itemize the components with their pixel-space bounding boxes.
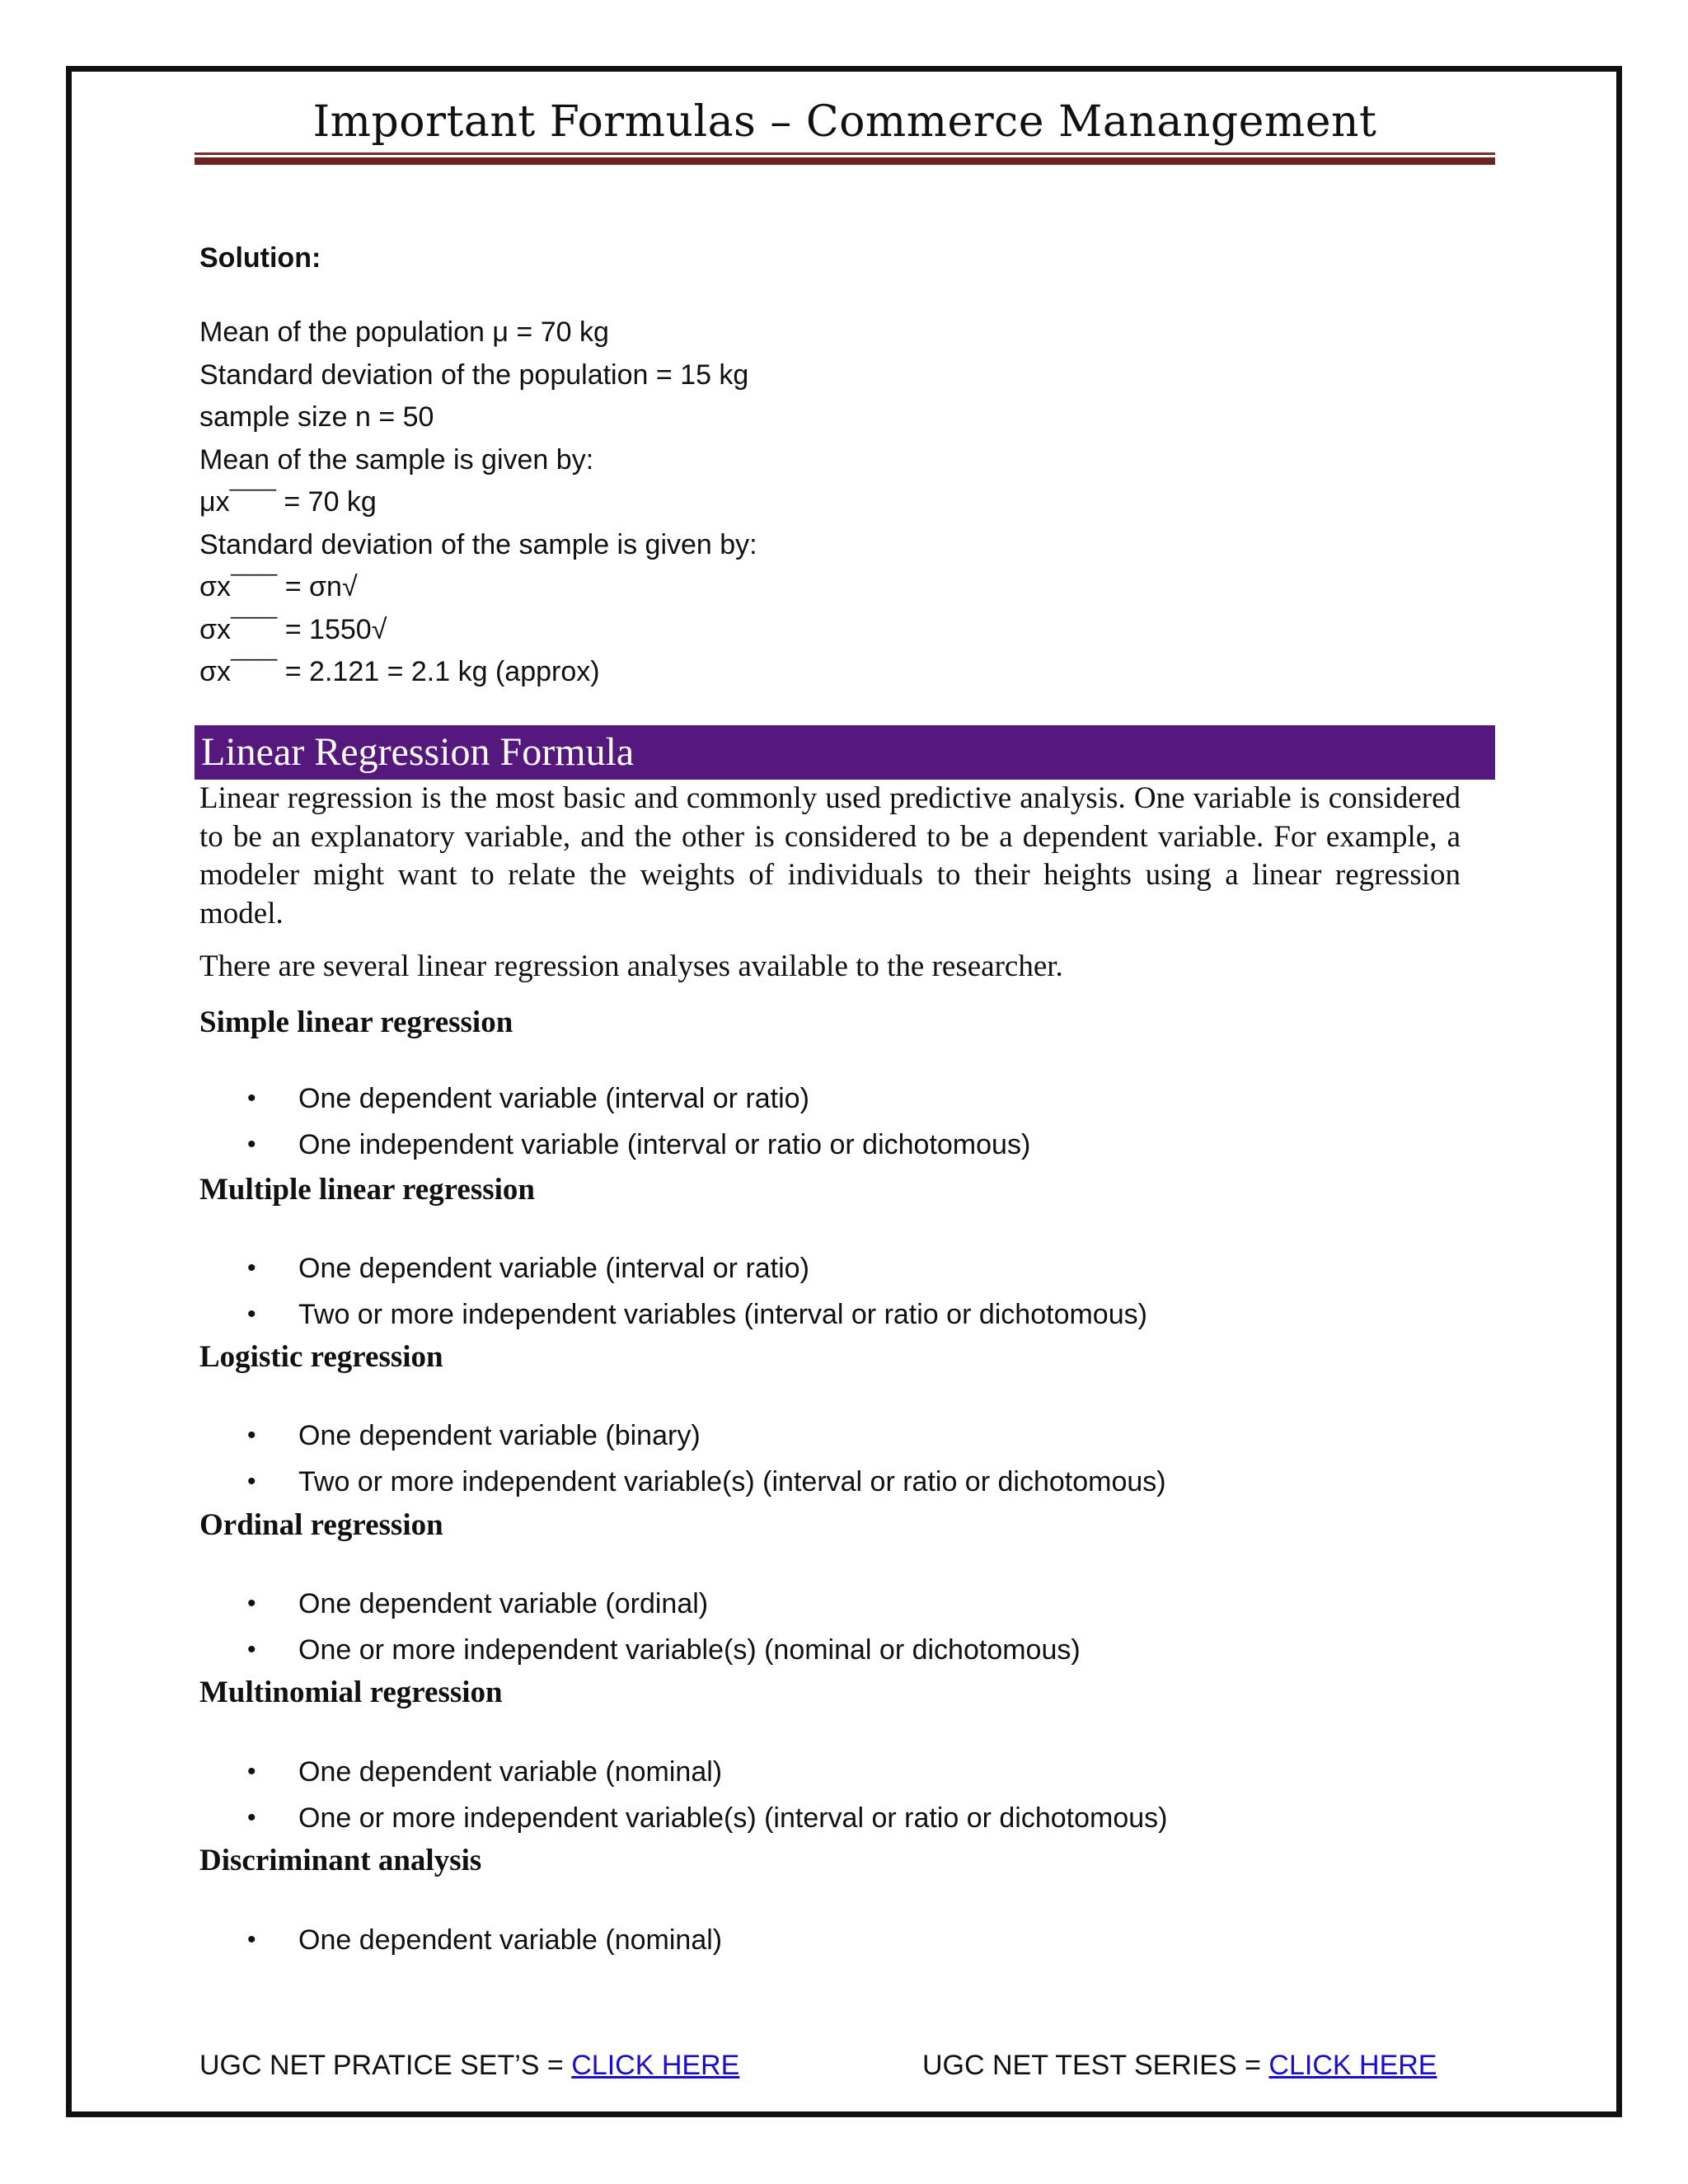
list-item (247, 1291, 1147, 1338)
footer-test-label: UGC NET TEST SERIES = (922, 2050, 1261, 2081)
calc-line: Mean of the sample is given by: (199, 443, 594, 476)
test-series-link[interactable]: CLICK HERE (1268, 2050, 1437, 2081)
bullet-list (247, 1749, 1168, 1841)
subheading-discriminant-analysis: Discriminant analysis (199, 1844, 482, 1877)
bullet-icon: • (247, 1926, 256, 1953)
calc-line: Standard deviation of the population = 15 kg (199, 359, 749, 391)
list-item-text: One dependent variable (ordinal) (298, 1588, 709, 1619)
footer-practice-label: UGC NET PRATICE SET’S = (199, 2050, 564, 2081)
list-item (247, 1917, 722, 1963)
bullet-list (247, 1076, 1030, 1168)
list-item-text: One dependent variable (nominal) (298, 1756, 723, 1788)
bullet-icon: • (247, 1590, 256, 1617)
bullet-icon: • (247, 1758, 256, 1785)
subheading-multinomial-regression: Multinomial regression (199, 1675, 503, 1709)
footer-practice-sets (199, 2050, 739, 2082)
bullet-icon: • (247, 1085, 256, 1112)
calc-line: μx¯¯¯ = 70 kg (199, 486, 377, 518)
list-item-text: One or more independent variable(s) (interval or ratio or dichotomous) (298, 1802, 1168, 1834)
section-heading: Linear Regression Formula (195, 725, 1495, 780)
list-item (247, 1459, 1166, 1505)
list-item (247, 1245, 1147, 1291)
calc-line: Standard deviation of the sample is given by: (199, 528, 757, 560)
list-item-text: One dependent variable (binary) (298, 1420, 701, 1451)
bullet-icon: • (247, 1301, 256, 1328)
calc-line: Mean of the population μ = 70 kg (199, 316, 609, 348)
subheading-simple-linear-regression: Simple linear regression (199, 1005, 513, 1039)
page-title: Important Formulas – Commerce Manangement (312, 97, 1377, 147)
header-rule (195, 152, 1495, 155)
calc-line: σx¯¯¯ = σn√ (199, 571, 358, 602)
calc-line: σx¯¯¯ = 1550√ (199, 613, 387, 645)
bullet-list (247, 1245, 1147, 1338)
bullet-icon: • (247, 1422, 256, 1449)
bullet-icon: • (247, 1131, 256, 1158)
list-item (247, 1749, 1168, 1795)
list-item-text: Two or more independent variable(s) (interval or ratio or dichotomous) (298, 1466, 1166, 1497)
solution-label: Solution: (199, 242, 321, 274)
bullet-list (247, 1581, 1081, 1673)
list-item (247, 1076, 1030, 1122)
header-rule-thick (195, 157, 1495, 165)
list-item-text: One or more independent variable(s) (nominal or dichotomous) (298, 1634, 1081, 1666)
solution-calculation (199, 312, 757, 694)
bullet-icon: • (247, 1468, 256, 1495)
list-item-text: One independent variable (interval or ratio or dichotomous) (298, 1129, 1031, 1160)
bullet-list (247, 1413, 1166, 1505)
list-item (247, 1795, 1168, 1841)
list-item-text: Two or more independent variables (interval or ratio or dichotomous) (298, 1299, 1147, 1330)
calc-line: sample size n = 50 (199, 401, 434, 433)
list-item (247, 1413, 1166, 1459)
subheading-multiple-linear-regression: Multiple linear regression (199, 1173, 535, 1207)
footer-test-series (922, 2050, 1437, 2082)
subheading-logistic-regression: Logistic regression (199, 1340, 443, 1374)
list-item-text: One dependent variable (interval or ratio) (298, 1083, 809, 1114)
bullet-list (247, 1917, 722, 1963)
list-item (247, 1627, 1081, 1673)
calc-line: σx¯¯¯ = 2.121 = 2.1 kg (approx) (199, 656, 600, 687)
section-intro: Linear regression is the most basic and commonly used predictive analysis. One variable is considered to be an explanatory variable, and the other is considered to be a dependent variable. For example, a modeler might want to relate the weights of individuals to their heights using a linear regression model. (199, 781, 1461, 930)
subheading-ordinal-regression: Ordinal regression (199, 1508, 443, 1542)
list-item (247, 1122, 1030, 1168)
practice-sets-link[interactable]: CLICK HERE (571, 2050, 740, 2081)
bullet-icon: • (247, 1804, 256, 1831)
list-item-text: One dependent variable (interval or ratio) (298, 1253, 809, 1284)
bullet-icon: • (247, 1254, 256, 1282)
list-item (247, 1581, 1081, 1627)
section-intro-secondary: There are several linear regression analyses available to the researcher. (199, 949, 1063, 983)
list-item-text: One dependent variable (nominal) (298, 1924, 723, 1956)
bullet-icon: • (247, 1636, 256, 1663)
